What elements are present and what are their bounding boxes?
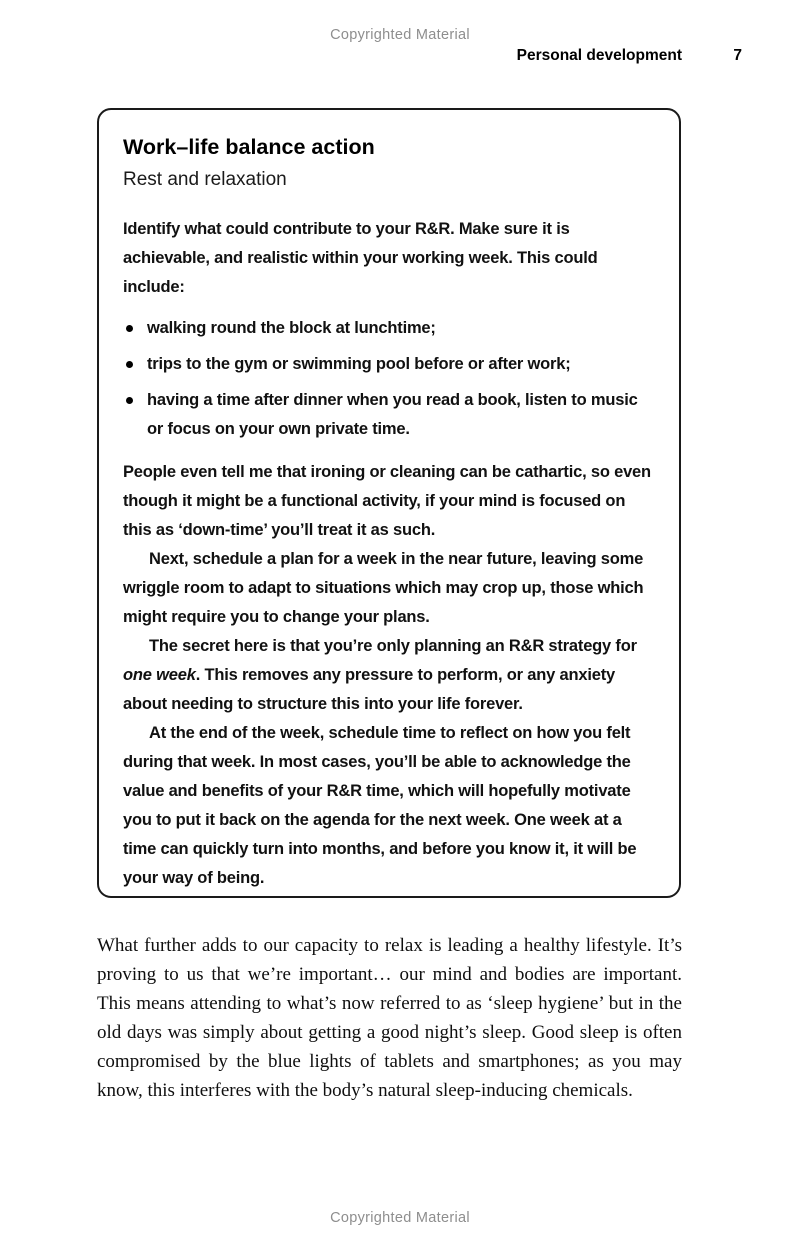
bullet-icon [126,325,133,332]
page-number: 7 [733,47,742,64]
paragraph-text: . This removes any pressure to perform, or any anxiety about needing to structure this into your life forever. [123,666,615,713]
bullet-text: walking round the block at lunchtime; [147,319,436,337]
bullet-icon [126,361,133,368]
bullet-list [123,314,653,444]
box-paragraph-cathartic: People even tell me that ironing or cleaning can be cathartic, so even though it might be a functional activity, if your mind is focused on this as ‘down-time’ you’ll treat it as such. [123,463,651,539]
work-life-balance-action-box [97,108,681,898]
box-subtitle: Rest and relaxation [123,169,287,190]
box-paragraph-reflect: At the end of the week, schedule time to reflect on how you felt during that week. In most cases, you’ll be able to acknowledge the value and benefits of your R&R time, which will hopefully motivate you to put it back on the agenda for the next week. One week at a time can quickly turn into months, and before you know it, it will be your way of being. [123,724,637,887]
list-item [123,314,653,343]
bullet-icon [126,397,133,404]
box-paragraph-secret [123,632,653,719]
main-body-paragraph: What further adds to our capacity to relax is leading a healthy lifestyle. It’s proving to us that we’re important… our mind and bodies are important. This means attending to what’s now referred to as ‘sleep hygiene’ but in the old days was simply about getting a good night’s sleep. Good sleep is often compromised by the blue lights of tablets and smartphones; as you may know, this interferes with the body’s natural sleep-inducing chemicals. [97,935,682,1101]
italic-phrase: one week [123,666,196,684]
box-intro-paragraph: Identify what could contribute to your R&R. Make sure it is achievable, and realistic within your working week. This could include: [123,220,598,296]
box-title: Work–life balance action [123,135,375,159]
running-header [97,47,742,65]
list-item [123,350,653,379]
paragraph-text: The secret here is that you’re only planning an R&R strategy for [149,637,637,655]
chapter-title: Personal development [516,47,682,64]
copyright-notice-bottom: Copyrighted Material [330,1210,470,1226]
bullet-text: trips to the gym or swimming pool before or after work; [147,355,571,373]
list-item [123,386,653,444]
box-paragraph-schedule: Next, schedule a plan for a week in the near future, leaving some wriggle room to adapt to situations which may crop up, those which might require you to change your plans. [123,550,644,626]
bullet-text: having a time after dinner when you read a book, listen to music or focus on your own private time. [147,391,638,438]
copyright-notice-top: Copyrighted Material [330,27,470,43]
